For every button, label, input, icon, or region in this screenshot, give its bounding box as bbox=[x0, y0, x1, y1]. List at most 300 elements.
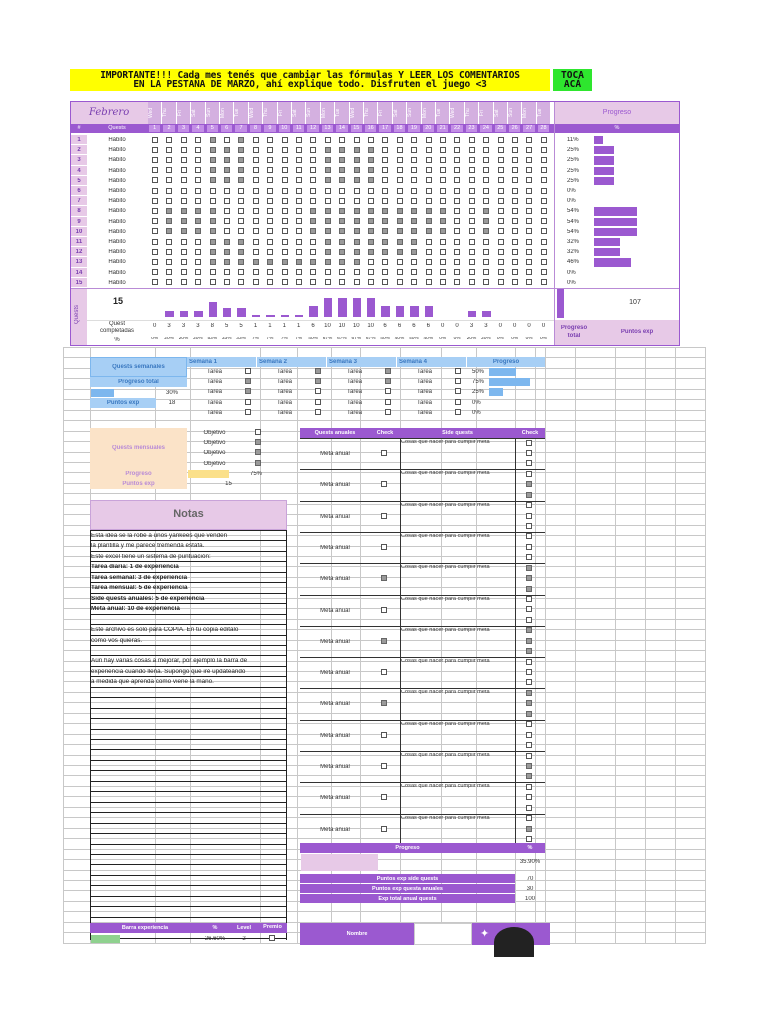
habit-checkbox[interactable] bbox=[166, 279, 172, 285]
habit-checkbox[interactable] bbox=[310, 177, 316, 183]
habit-checkbox[interactable] bbox=[541, 218, 547, 224]
habit-checkbox[interactable] bbox=[267, 177, 273, 183]
habit-checkbox[interactable] bbox=[166, 218, 172, 224]
habit-checkbox[interactable] bbox=[512, 177, 518, 183]
habit-checkbox[interactable] bbox=[354, 228, 360, 234]
habit-checkbox[interactable] bbox=[181, 177, 187, 183]
side-quest-checkbox[interactable] bbox=[526, 471, 532, 477]
task-checkbox[interactable] bbox=[385, 409, 391, 415]
habit-checkbox[interactable] bbox=[411, 198, 417, 204]
side-quest-checkbox[interactable] bbox=[526, 711, 532, 717]
habit-checkbox[interactable] bbox=[238, 198, 244, 204]
habit-checkbox[interactable] bbox=[483, 188, 489, 194]
habit-checkbox[interactable] bbox=[224, 279, 230, 285]
habit-checkbox[interactable] bbox=[411, 177, 417, 183]
habit-checkbox[interactable] bbox=[296, 157, 302, 163]
habit-checkbox[interactable] bbox=[224, 177, 230, 183]
habit-checkbox[interactable] bbox=[426, 167, 432, 173]
habit-checkbox[interactable] bbox=[310, 208, 316, 214]
habit-checkbox[interactable] bbox=[440, 177, 446, 183]
habit-checkbox[interactable] bbox=[296, 279, 302, 285]
habit-checkbox[interactable] bbox=[282, 208, 288, 214]
habit-checkbox[interactable] bbox=[382, 198, 388, 204]
habit-checkbox[interactable] bbox=[224, 167, 230, 173]
side-quest-checkbox[interactable] bbox=[526, 669, 532, 675]
habit-checkbox[interactable] bbox=[426, 228, 432, 234]
habit-checkbox[interactable] bbox=[426, 147, 432, 153]
habit-checkbox[interactable] bbox=[469, 249, 475, 255]
habit-checkbox[interactable] bbox=[382, 157, 388, 163]
habit-checkbox[interactable] bbox=[210, 177, 216, 183]
habit-checkbox[interactable] bbox=[325, 137, 331, 143]
habit-checkbox[interactable] bbox=[498, 228, 504, 234]
habit-checkbox[interactable] bbox=[152, 167, 158, 173]
habit-checkbox[interactable] bbox=[483, 279, 489, 285]
habit-checkbox[interactable] bbox=[354, 177, 360, 183]
side-quest-checkbox[interactable] bbox=[526, 596, 532, 602]
habit-checkbox[interactable] bbox=[195, 147, 201, 153]
side-quest-checkbox[interactable] bbox=[526, 826, 532, 832]
habit-checkbox[interactable] bbox=[325, 269, 331, 275]
task-checkbox[interactable] bbox=[245, 399, 251, 405]
habit-checkbox[interactable] bbox=[325, 218, 331, 224]
habit-checkbox[interactable] bbox=[354, 198, 360, 204]
habit-checkbox[interactable] bbox=[339, 137, 345, 143]
habit-checkbox[interactable] bbox=[267, 137, 273, 143]
habit-checkbox[interactable] bbox=[368, 279, 374, 285]
habit-checkbox[interactable] bbox=[440, 167, 446, 173]
objective-checkbox[interactable] bbox=[255, 460, 261, 466]
habit-checkbox[interactable] bbox=[483, 239, 489, 245]
habit-checkbox[interactable] bbox=[296, 249, 302, 255]
habit-checkbox[interactable] bbox=[195, 228, 201, 234]
objective-checkbox[interactable] bbox=[255, 439, 261, 445]
side-quest-checkbox[interactable] bbox=[526, 586, 532, 592]
habit-checkbox[interactable] bbox=[152, 249, 158, 255]
habit-checkbox[interactable] bbox=[339, 239, 345, 245]
habit-checkbox[interactable] bbox=[512, 147, 518, 153]
habit-checkbox[interactable] bbox=[325, 177, 331, 183]
habit-checkbox[interactable] bbox=[382, 249, 388, 255]
annual-goal-checkbox[interactable] bbox=[381, 700, 387, 706]
side-quest-checkbox[interactable] bbox=[526, 627, 532, 633]
habit-checkbox[interactable] bbox=[368, 137, 374, 143]
habit-checkbox[interactable] bbox=[152, 137, 158, 143]
habit-checkbox[interactable] bbox=[224, 137, 230, 143]
habit-checkbox[interactable] bbox=[325, 279, 331, 285]
annual-goal-checkbox[interactable] bbox=[381, 481, 387, 487]
habit-checkbox[interactable] bbox=[498, 259, 504, 265]
habit-checkbox[interactable] bbox=[541, 249, 547, 255]
habit-checkbox[interactable] bbox=[411, 279, 417, 285]
habit-checkbox[interactable] bbox=[310, 147, 316, 153]
habit-checkbox[interactable] bbox=[296, 188, 302, 194]
habit-checkbox[interactable] bbox=[426, 188, 432, 194]
habit-checkbox[interactable] bbox=[325, 167, 331, 173]
side-quest-checkbox[interactable] bbox=[526, 554, 532, 560]
habit-checkbox[interactable] bbox=[454, 157, 460, 163]
habit-checkbox[interactable] bbox=[195, 177, 201, 183]
side-quest-checkbox[interactable] bbox=[526, 753, 532, 759]
side-quest-checkbox[interactable] bbox=[526, 659, 532, 665]
habit-checkbox[interactable] bbox=[512, 208, 518, 214]
habit-checkbox[interactable] bbox=[282, 249, 288, 255]
habit-checkbox[interactable] bbox=[512, 249, 518, 255]
habit-checkbox[interactable] bbox=[526, 147, 532, 153]
habit-checkbox[interactable] bbox=[166, 147, 172, 153]
habit-checkbox[interactable] bbox=[325, 239, 331, 245]
habit-checkbox[interactable] bbox=[282, 198, 288, 204]
habit-checkbox[interactable] bbox=[368, 218, 374, 224]
habit-checkbox[interactable] bbox=[526, 198, 532, 204]
side-quest-checkbox[interactable] bbox=[526, 784, 532, 790]
habit-checkbox[interactable] bbox=[296, 259, 302, 265]
task-checkbox[interactable] bbox=[245, 388, 251, 394]
habit-checkbox[interactable] bbox=[238, 239, 244, 245]
habit-checkbox[interactable] bbox=[368, 147, 374, 153]
habit-checkbox[interactable] bbox=[224, 269, 230, 275]
habit-checkbox[interactable] bbox=[339, 188, 345, 194]
habit-checkbox[interactable] bbox=[267, 188, 273, 194]
side-quest-checkbox[interactable] bbox=[526, 690, 532, 696]
habit-checkbox[interactable] bbox=[512, 228, 518, 234]
habit-checkbox[interactable] bbox=[253, 188, 259, 194]
habit-checkbox[interactable] bbox=[440, 249, 446, 255]
habit-checkbox[interactable] bbox=[382, 188, 388, 194]
habit-checkbox[interactable] bbox=[325, 147, 331, 153]
habit-checkbox[interactable] bbox=[339, 269, 345, 275]
habit-checkbox[interactable] bbox=[411, 167, 417, 173]
habit-checkbox[interactable] bbox=[541, 188, 547, 194]
task-checkbox[interactable] bbox=[385, 368, 391, 374]
habit-checkbox[interactable] bbox=[282, 218, 288, 224]
habit-checkbox[interactable] bbox=[541, 137, 547, 143]
habit-checkbox[interactable] bbox=[541, 177, 547, 183]
habit-checkbox[interactable] bbox=[426, 198, 432, 204]
habit-checkbox[interactable] bbox=[325, 208, 331, 214]
habit-checkbox[interactable] bbox=[454, 147, 460, 153]
side-quest-checkbox[interactable] bbox=[526, 700, 532, 706]
habit-checkbox[interactable] bbox=[469, 198, 475, 204]
habit-checkbox[interactable] bbox=[152, 269, 158, 275]
habit-checkbox[interactable] bbox=[166, 228, 172, 234]
habit-checkbox[interactable] bbox=[195, 157, 201, 163]
habit-checkbox[interactable] bbox=[152, 218, 158, 224]
habit-checkbox[interactable] bbox=[469, 167, 475, 173]
habit-checkbox[interactable] bbox=[354, 167, 360, 173]
habit-checkbox[interactable] bbox=[195, 249, 201, 255]
habit-checkbox[interactable] bbox=[296, 239, 302, 245]
habit-checkbox[interactable] bbox=[210, 208, 216, 214]
side-quest-checkbox[interactable] bbox=[526, 544, 532, 550]
habit-checkbox[interactable] bbox=[195, 239, 201, 245]
annual-goal-checkbox[interactable] bbox=[381, 794, 387, 800]
habit-checkbox[interactable] bbox=[325, 157, 331, 163]
habit-checkbox[interactable] bbox=[152, 279, 158, 285]
habit-checkbox[interactable] bbox=[411, 228, 417, 234]
habit-checkbox[interactable] bbox=[354, 188, 360, 194]
habit-checkbox[interactable] bbox=[195, 137, 201, 143]
habit-checkbox[interactable] bbox=[224, 198, 230, 204]
habit-checkbox[interactable] bbox=[210, 167, 216, 173]
habit-checkbox[interactable] bbox=[296, 137, 302, 143]
habit-checkbox[interactable] bbox=[253, 198, 259, 204]
habit-checkbox[interactable] bbox=[296, 177, 302, 183]
habit-checkbox[interactable] bbox=[454, 177, 460, 183]
habit-checkbox[interactable] bbox=[325, 228, 331, 234]
habit-checkbox[interactable] bbox=[181, 147, 187, 153]
task-checkbox[interactable] bbox=[455, 399, 461, 405]
habit-checkbox[interactable] bbox=[382, 259, 388, 265]
habit-checkbox[interactable] bbox=[368, 259, 374, 265]
habit-checkbox[interactable] bbox=[512, 239, 518, 245]
habit-checkbox[interactable] bbox=[512, 198, 518, 204]
habit-checkbox[interactable] bbox=[469, 208, 475, 214]
habit-checkbox[interactable] bbox=[368, 177, 374, 183]
habit-checkbox[interactable] bbox=[282, 259, 288, 265]
habit-checkbox[interactable] bbox=[253, 147, 259, 153]
habit-checkbox[interactable] bbox=[166, 137, 172, 143]
habit-checkbox[interactable] bbox=[238, 269, 244, 275]
side-quest-checkbox[interactable] bbox=[526, 492, 532, 498]
habit-checkbox[interactable] bbox=[411, 147, 417, 153]
habit-checkbox[interactable] bbox=[253, 269, 259, 275]
task-checkbox[interactable] bbox=[315, 399, 321, 405]
habit-checkbox[interactable] bbox=[296, 167, 302, 173]
habit-checkbox[interactable] bbox=[296, 208, 302, 214]
habit-checkbox[interactable] bbox=[512, 218, 518, 224]
habit-checkbox[interactable] bbox=[181, 279, 187, 285]
habit-checkbox[interactable] bbox=[267, 269, 273, 275]
habit-checkbox[interactable] bbox=[210, 188, 216, 194]
habit-checkbox[interactable] bbox=[210, 198, 216, 204]
habit-checkbox[interactable] bbox=[368, 188, 374, 194]
task-checkbox[interactable] bbox=[455, 388, 461, 394]
habit-checkbox[interactable] bbox=[166, 208, 172, 214]
habit-checkbox[interactable] bbox=[469, 259, 475, 265]
habit-checkbox[interactable] bbox=[253, 177, 259, 183]
habit-checkbox[interactable] bbox=[181, 269, 187, 275]
habit-checkbox[interactable] bbox=[426, 269, 432, 275]
side-quest-checkbox[interactable] bbox=[526, 836, 532, 842]
habit-checkbox[interactable] bbox=[267, 167, 273, 173]
habit-checkbox[interactable] bbox=[282, 188, 288, 194]
habit-checkbox[interactable] bbox=[382, 269, 388, 275]
habit-checkbox[interactable] bbox=[526, 259, 532, 265]
habit-checkbox[interactable] bbox=[339, 279, 345, 285]
side-quest-checkbox[interactable] bbox=[526, 450, 532, 456]
habit-checkbox[interactable] bbox=[166, 198, 172, 204]
habit-checkbox[interactable] bbox=[296, 198, 302, 204]
habit-checkbox[interactable] bbox=[498, 177, 504, 183]
habit-checkbox[interactable] bbox=[397, 188, 403, 194]
habit-checkbox[interactable] bbox=[210, 269, 216, 275]
habit-checkbox[interactable] bbox=[238, 279, 244, 285]
habit-checkbox[interactable] bbox=[382, 167, 388, 173]
habit-checkbox[interactable] bbox=[296, 228, 302, 234]
habit-checkbox[interactable] bbox=[512, 137, 518, 143]
habit-checkbox[interactable] bbox=[512, 157, 518, 163]
habit-checkbox[interactable] bbox=[426, 157, 432, 163]
habit-checkbox[interactable] bbox=[526, 249, 532, 255]
habit-checkbox[interactable] bbox=[526, 157, 532, 163]
habit-checkbox[interactable] bbox=[267, 198, 273, 204]
habit-checkbox[interactable] bbox=[397, 239, 403, 245]
annual-goal-checkbox[interactable] bbox=[381, 544, 387, 550]
habit-checkbox[interactable] bbox=[483, 157, 489, 163]
habit-checkbox[interactable] bbox=[498, 198, 504, 204]
habit-checkbox[interactable] bbox=[267, 279, 273, 285]
habit-checkbox[interactable] bbox=[210, 228, 216, 234]
habit-checkbox[interactable] bbox=[238, 157, 244, 163]
habit-checkbox[interactable] bbox=[282, 269, 288, 275]
annual-goal-checkbox[interactable] bbox=[381, 669, 387, 675]
habit-checkbox[interactable] bbox=[512, 269, 518, 275]
habit-checkbox[interactable] bbox=[181, 228, 187, 234]
habit-checkbox[interactable] bbox=[152, 239, 158, 245]
habit-checkbox[interactable] bbox=[210, 137, 216, 143]
habit-checkbox[interactable] bbox=[354, 279, 360, 285]
habit-checkbox[interactable] bbox=[483, 177, 489, 183]
habit-checkbox[interactable] bbox=[397, 259, 403, 265]
name-input[interactable] bbox=[414, 923, 472, 945]
habit-checkbox[interactable] bbox=[526, 167, 532, 173]
habit-checkbox[interactable] bbox=[310, 279, 316, 285]
habit-checkbox[interactable] bbox=[469, 137, 475, 143]
habit-checkbox[interactable] bbox=[368, 167, 374, 173]
habit-checkbox[interactable] bbox=[426, 208, 432, 214]
habit-checkbox[interactable] bbox=[282, 228, 288, 234]
habit-checkbox[interactable] bbox=[152, 259, 158, 265]
side-quest-checkbox[interactable] bbox=[526, 721, 532, 727]
habit-checkbox[interactable] bbox=[310, 249, 316, 255]
habit-checkbox[interactable] bbox=[181, 239, 187, 245]
habit-checkbox[interactable] bbox=[224, 249, 230, 255]
habit-checkbox[interactable] bbox=[267, 147, 273, 153]
habit-checkbox[interactable] bbox=[296, 269, 302, 275]
habit-checkbox[interactable] bbox=[152, 208, 158, 214]
habit-checkbox[interactable] bbox=[181, 188, 187, 194]
habit-checkbox[interactable] bbox=[325, 198, 331, 204]
habit-checkbox[interactable] bbox=[483, 208, 489, 214]
habit-checkbox[interactable] bbox=[296, 147, 302, 153]
habit-checkbox[interactable] bbox=[397, 249, 403, 255]
habit-checkbox[interactable] bbox=[483, 269, 489, 275]
habit-checkbox[interactable] bbox=[310, 188, 316, 194]
habit-checkbox[interactable] bbox=[368, 239, 374, 245]
annual-goal-checkbox[interactable] bbox=[381, 763, 387, 769]
habit-checkbox[interactable] bbox=[238, 137, 244, 143]
habit-checkbox[interactable] bbox=[526, 279, 532, 285]
habit-checkbox[interactable] bbox=[166, 188, 172, 194]
habit-checkbox[interactable] bbox=[181, 218, 187, 224]
habit-checkbox[interactable] bbox=[382, 228, 388, 234]
habit-checkbox[interactable] bbox=[440, 137, 446, 143]
habit-checkbox[interactable] bbox=[339, 208, 345, 214]
habit-checkbox[interactable] bbox=[354, 239, 360, 245]
habit-checkbox[interactable] bbox=[498, 137, 504, 143]
habit-checkbox[interactable] bbox=[454, 137, 460, 143]
habit-checkbox[interactable] bbox=[238, 147, 244, 153]
task-checkbox[interactable] bbox=[315, 409, 321, 415]
habit-checkbox[interactable] bbox=[498, 218, 504, 224]
toca-aca-button[interactable] bbox=[553, 69, 592, 91]
task-checkbox[interactable] bbox=[385, 388, 391, 394]
side-quest-checkbox[interactable] bbox=[526, 805, 532, 811]
habit-checkbox[interactable] bbox=[152, 228, 158, 234]
habit-checkbox[interactable] bbox=[224, 259, 230, 265]
habit-checkbox[interactable] bbox=[181, 167, 187, 173]
habit-checkbox[interactable] bbox=[469, 147, 475, 153]
habit-checkbox[interactable] bbox=[267, 239, 273, 245]
task-checkbox[interactable] bbox=[455, 368, 461, 374]
side-quest-checkbox[interactable] bbox=[526, 565, 532, 571]
habit-checkbox[interactable] bbox=[368, 228, 374, 234]
habit-checkbox[interactable] bbox=[454, 259, 460, 265]
habit-checkbox[interactable] bbox=[195, 269, 201, 275]
habit-checkbox[interactable] bbox=[339, 167, 345, 173]
habit-checkbox[interactable] bbox=[224, 157, 230, 163]
habit-checkbox[interactable] bbox=[253, 228, 259, 234]
habit-checkbox[interactable] bbox=[282, 167, 288, 173]
habit-checkbox[interactable] bbox=[411, 269, 417, 275]
habit-checkbox[interactable] bbox=[454, 228, 460, 234]
habit-checkbox[interactable] bbox=[526, 228, 532, 234]
habit-checkbox[interactable] bbox=[440, 157, 446, 163]
habit-checkbox[interactable] bbox=[498, 279, 504, 285]
habit-checkbox[interactable] bbox=[498, 249, 504, 255]
habit-checkbox[interactable] bbox=[469, 218, 475, 224]
habit-checkbox[interactable] bbox=[210, 279, 216, 285]
habit-checkbox[interactable] bbox=[238, 177, 244, 183]
habit-checkbox[interactable] bbox=[267, 249, 273, 255]
habit-checkbox[interactable] bbox=[512, 279, 518, 285]
habit-checkbox[interactable] bbox=[512, 188, 518, 194]
habit-checkbox[interactable] bbox=[166, 249, 172, 255]
side-quest-checkbox[interactable] bbox=[526, 513, 532, 519]
habit-checkbox[interactable] bbox=[526, 177, 532, 183]
habit-checkbox[interactable] bbox=[469, 177, 475, 183]
habit-checkbox[interactable] bbox=[498, 157, 504, 163]
habit-checkbox[interactable] bbox=[310, 228, 316, 234]
habit-checkbox[interactable] bbox=[325, 188, 331, 194]
habit-checkbox[interactable] bbox=[238, 218, 244, 224]
annual-goal-checkbox[interactable] bbox=[381, 513, 387, 519]
habit-checkbox[interactable] bbox=[210, 157, 216, 163]
habit-checkbox[interactable] bbox=[310, 167, 316, 173]
side-quest-checkbox[interactable] bbox=[526, 794, 532, 800]
habit-checkbox[interactable] bbox=[397, 228, 403, 234]
habit-checkbox[interactable] bbox=[498, 147, 504, 153]
habit-checkbox[interactable] bbox=[310, 259, 316, 265]
habit-checkbox[interactable] bbox=[426, 177, 432, 183]
habit-checkbox[interactable] bbox=[498, 188, 504, 194]
side-quest-checkbox[interactable] bbox=[526, 575, 532, 581]
habit-checkbox[interactable] bbox=[411, 218, 417, 224]
habit-checkbox[interactable] bbox=[166, 269, 172, 275]
objective-checkbox[interactable] bbox=[255, 449, 261, 455]
habit-checkbox[interactable] bbox=[541, 279, 547, 285]
habit-checkbox[interactable] bbox=[195, 218, 201, 224]
habit-checkbox[interactable] bbox=[181, 208, 187, 214]
habit-checkbox[interactable] bbox=[411, 188, 417, 194]
side-quest-checkbox[interactable] bbox=[526, 638, 532, 644]
habit-checkbox[interactable] bbox=[426, 218, 432, 224]
habit-checkbox[interactable] bbox=[483, 249, 489, 255]
habit-checkbox[interactable] bbox=[397, 137, 403, 143]
habit-checkbox[interactable] bbox=[382, 137, 388, 143]
habit-checkbox[interactable] bbox=[526, 218, 532, 224]
